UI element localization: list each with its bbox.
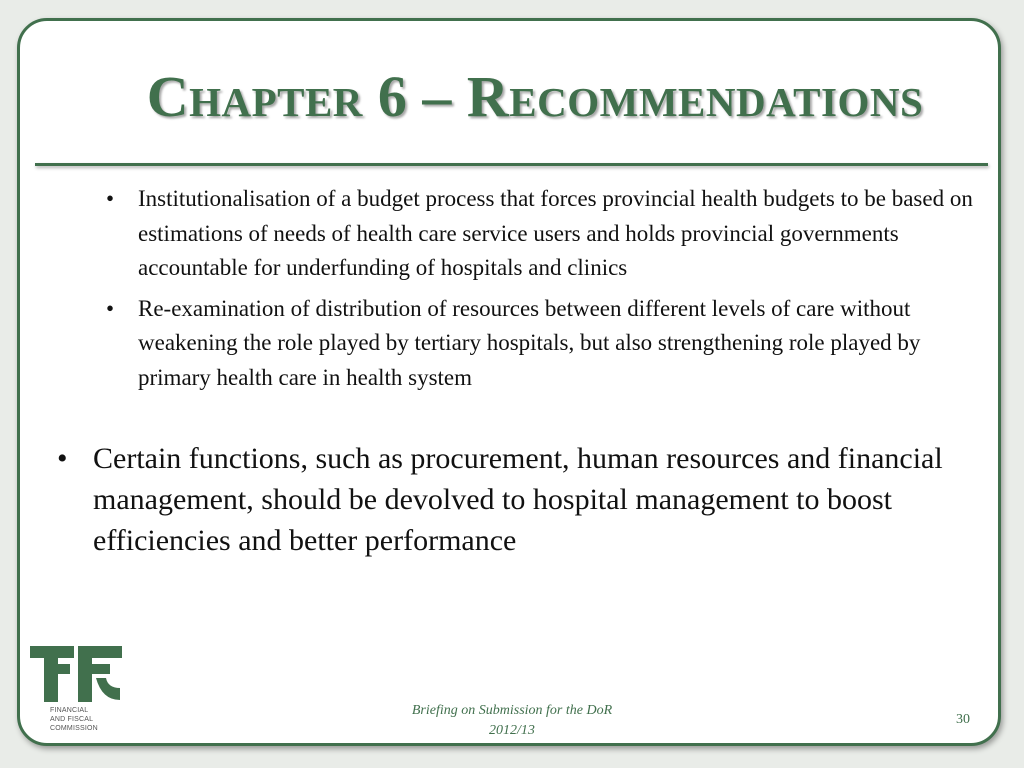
bullet-marker: •: [106, 186, 115, 211]
footer-line: Briefing on Submission for the DoR: [411, 703, 613, 718]
main-bullet-item: [55, 438, 955, 561]
main-bullet-list: [55, 438, 955, 561]
ffc-logo-mark-icon: [30, 644, 122, 704]
title-divider: [35, 163, 988, 166]
sub-bullet-text: Institutionalisation of a budget process that forces provincial health budgets to be based on estimations of needs of health care service users and holds provincial governments accountable for underfunding of hospitals and clinics: [138, 186, 973, 280]
sub-bullet-item: [104, 182, 974, 286]
logo-line: FINANCIAL: [50, 707, 89, 714]
slide-title: Chapter 6 – Recommendations: [146, 64, 924, 129]
page-number: 30: [956, 712, 970, 727]
logo-wordmark: [50, 706, 98, 733]
bullet-marker: •: [57, 442, 68, 475]
logo-line: AND FISCAL: [50, 716, 94, 723]
footer-line: 2012/13: [489, 723, 535, 738]
sub-bullet-text: Re-examination of distribution of resources between different levels of care without weakening the role played by tertiary hospitals, but also strengthening role played by primary health care in health system: [138, 295, 921, 390]
bullet-marker: •: [106, 295, 115, 321]
main-bullet-text: Certain functions, such as procurement, human resources and financial management, should be devolved to hospital management to boost efficiencies and better performance: [93, 442, 943, 557]
ffc-logo: [30, 644, 122, 738]
logo-line: COMMISSION: [50, 725, 98, 732]
sub-bullet-list: [104, 182, 974, 401]
footer-caption: [362, 701, 662, 741]
sub-bullet-item: [104, 292, 974, 396]
